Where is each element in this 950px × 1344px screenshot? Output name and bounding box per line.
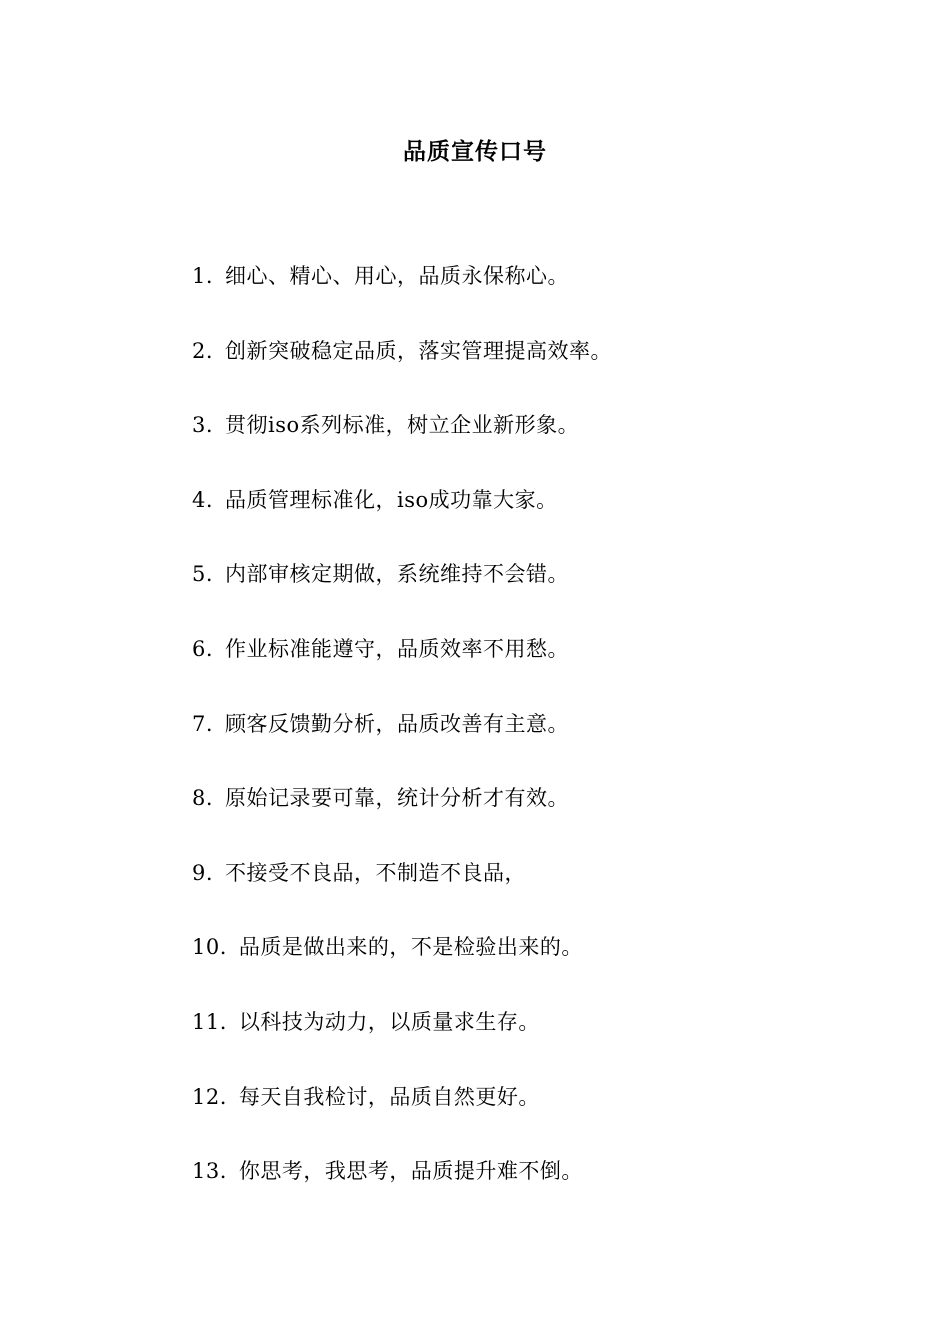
slogan-number: 1. [192,264,214,288]
slogan-number: 12. [192,1084,227,1109]
slogan-text: 创新突破稳定品质，落实管理提高效率。 [225,338,613,363]
slogan-number: 8. [192,786,214,811]
slogan-text: 作业标准能遵守，品质效率不用愁。 [225,636,570,661]
slogan-item [192,258,892,333]
slogan-text: 细心、精心、用心，品质永保称心。 [225,264,570,288]
slogan-text: 以科技为动力，以质量求生存。 [238,1009,540,1034]
slogan-text: 每天自我检讨，品质自然更好。 [238,1084,540,1109]
slogan-list [192,258,892,1228]
slogan-item [192,407,892,482]
slogan-item [192,855,892,930]
slogan-number: 9. [192,860,214,885]
slogan-number: 13. [192,1159,227,1184]
slogan-number: 2. [192,338,214,363]
slogan-item [192,482,892,557]
slogan-text: 贯彻iso系列标准，树立企业新形象。 [225,413,580,438]
slogan-text: 你思考，我思考，品质提升难不倒。 [238,1159,583,1184]
slogan-number: 6. [192,636,214,661]
slogan-text: 内部审核定期做，系统维持不会错。 [225,562,570,587]
slogan-item [192,1153,892,1228]
page-title: 品质宣传口号 [403,138,547,165]
slogan-item [192,631,892,706]
slogan-item [192,929,892,1004]
slogan-number: 3. [192,413,214,438]
slogan-text: 顾客反馈勤分析，品质改善有主意。 [225,711,570,736]
slogan-number: 4. [192,487,214,512]
slogan-number: 10. [192,935,227,960]
slogan-number: 11. [192,1009,227,1034]
slogan-item [192,1079,892,1154]
slogan-text: 品质管理标准化，iso成功靠大家。 [225,487,558,512]
slogan-item [192,780,892,855]
slogan-item [192,556,892,631]
slogan-item [192,333,892,408]
slogan-item [192,706,892,781]
slogan-text: 不接受不良品，不制造不良品， [225,860,527,885]
slogan-number: 7. [192,711,214,736]
slogan-text: 品质是做出来的，不是检验出来的。 [238,935,583,960]
slogan-text: 原始记录要可靠，统计分析才有效。 [225,786,570,811]
slogan-number: 5. [192,562,214,587]
slogan-item [192,1004,892,1079]
